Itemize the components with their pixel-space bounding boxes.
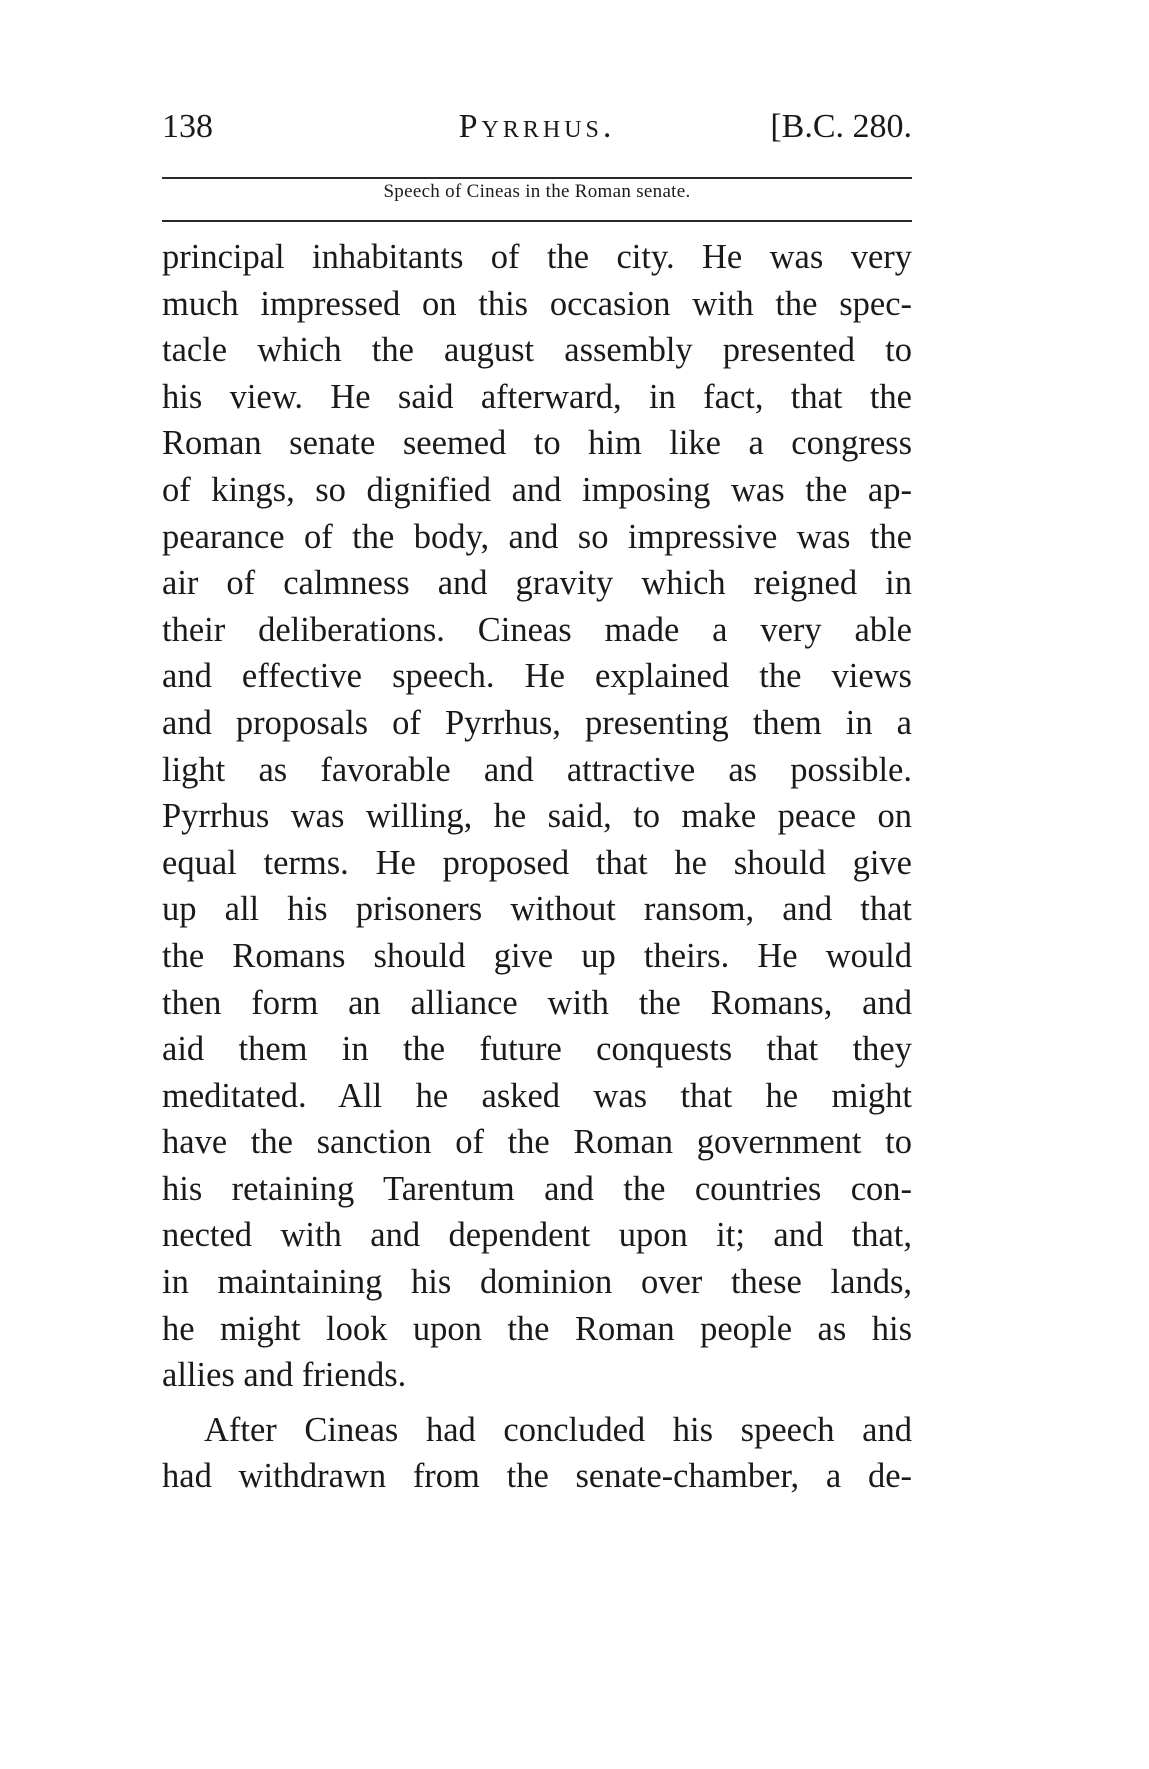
text-line: aid them in the future conquests that they [162, 1030, 912, 1069]
text-line: have the sanction of the Roman government to [162, 1123, 912, 1162]
text-line: in maintaining his dominion over these lands, [162, 1263, 912, 1302]
text-line: much impressed on this occasion with the spec- [162, 284, 912, 323]
text-line: After Cineas had concluded his speech and [204, 1410, 912, 1449]
text-line: up all his prisoners without ransom, and that [162, 890, 912, 929]
text-line: allies and friends. [162, 1356, 407, 1395]
text-line: their deliberations. Cineas made a very able [162, 610, 912, 649]
date-reference: [B.C. 280. [770, 108, 912, 145]
paragraph [162, 1407, 912, 1500]
text-line: Pyrrhus was willing, he said, to make peace on [162, 797, 912, 836]
text-line: meditated. All he asked was that he might [162, 1076, 912, 1115]
text-line: air of calmness and gravity which reigned in [162, 564, 912, 603]
paragraph [162, 234, 912, 1399]
running-head [162, 108, 912, 158]
text-line: light as favorable and attractive as possible. [162, 750, 912, 789]
paragraph-gap [162, 1399, 912, 1407]
body-text [162, 234, 912, 1500]
text-line: then form an alliance with the Romans, and [162, 983, 912, 1022]
page-number: 138 [162, 108, 213, 145]
text-line: equal terms. He proposed that he should give [162, 843, 912, 882]
text-line: Roman senate seemed to him like a congress [162, 424, 912, 463]
text-line: his retaining Tarentum and the countries con- [162, 1169, 912, 1208]
text-line: principal inhabitants of the city. He was very [162, 238, 912, 276]
text-line: and effective speech. He explained the views [162, 657, 912, 696]
text-line: pearance of the body, and so impressive was the [162, 517, 912, 556]
section-subheading: Speech of Cineas in the Roman senate. [383, 181, 691, 202]
text-line: he might look upon the Roman people as his [162, 1309, 912, 1348]
text-line: tacle which the august assembly presented to [162, 331, 912, 370]
text-line: had withdrawn from the senate-chamber, a de- [162, 1457, 912, 1496]
running-title: Pyrrhus. [458, 108, 616, 145]
text-line: the Romans should give up theirs. He would [162, 936, 912, 975]
text-line: his view. He said afterward, in fact, that the [162, 377, 912, 416]
text-line: of kings, so dignified and imposing was the ap- [162, 470, 912, 509]
text-line: and proposals of Pyrrhus, presenting them in a [162, 703, 912, 742]
text-line: nected with and dependent upon it; and that, [162, 1216, 912, 1255]
header-rule-top [162, 177, 912, 179]
header-rule-bottom [162, 220, 912, 222]
